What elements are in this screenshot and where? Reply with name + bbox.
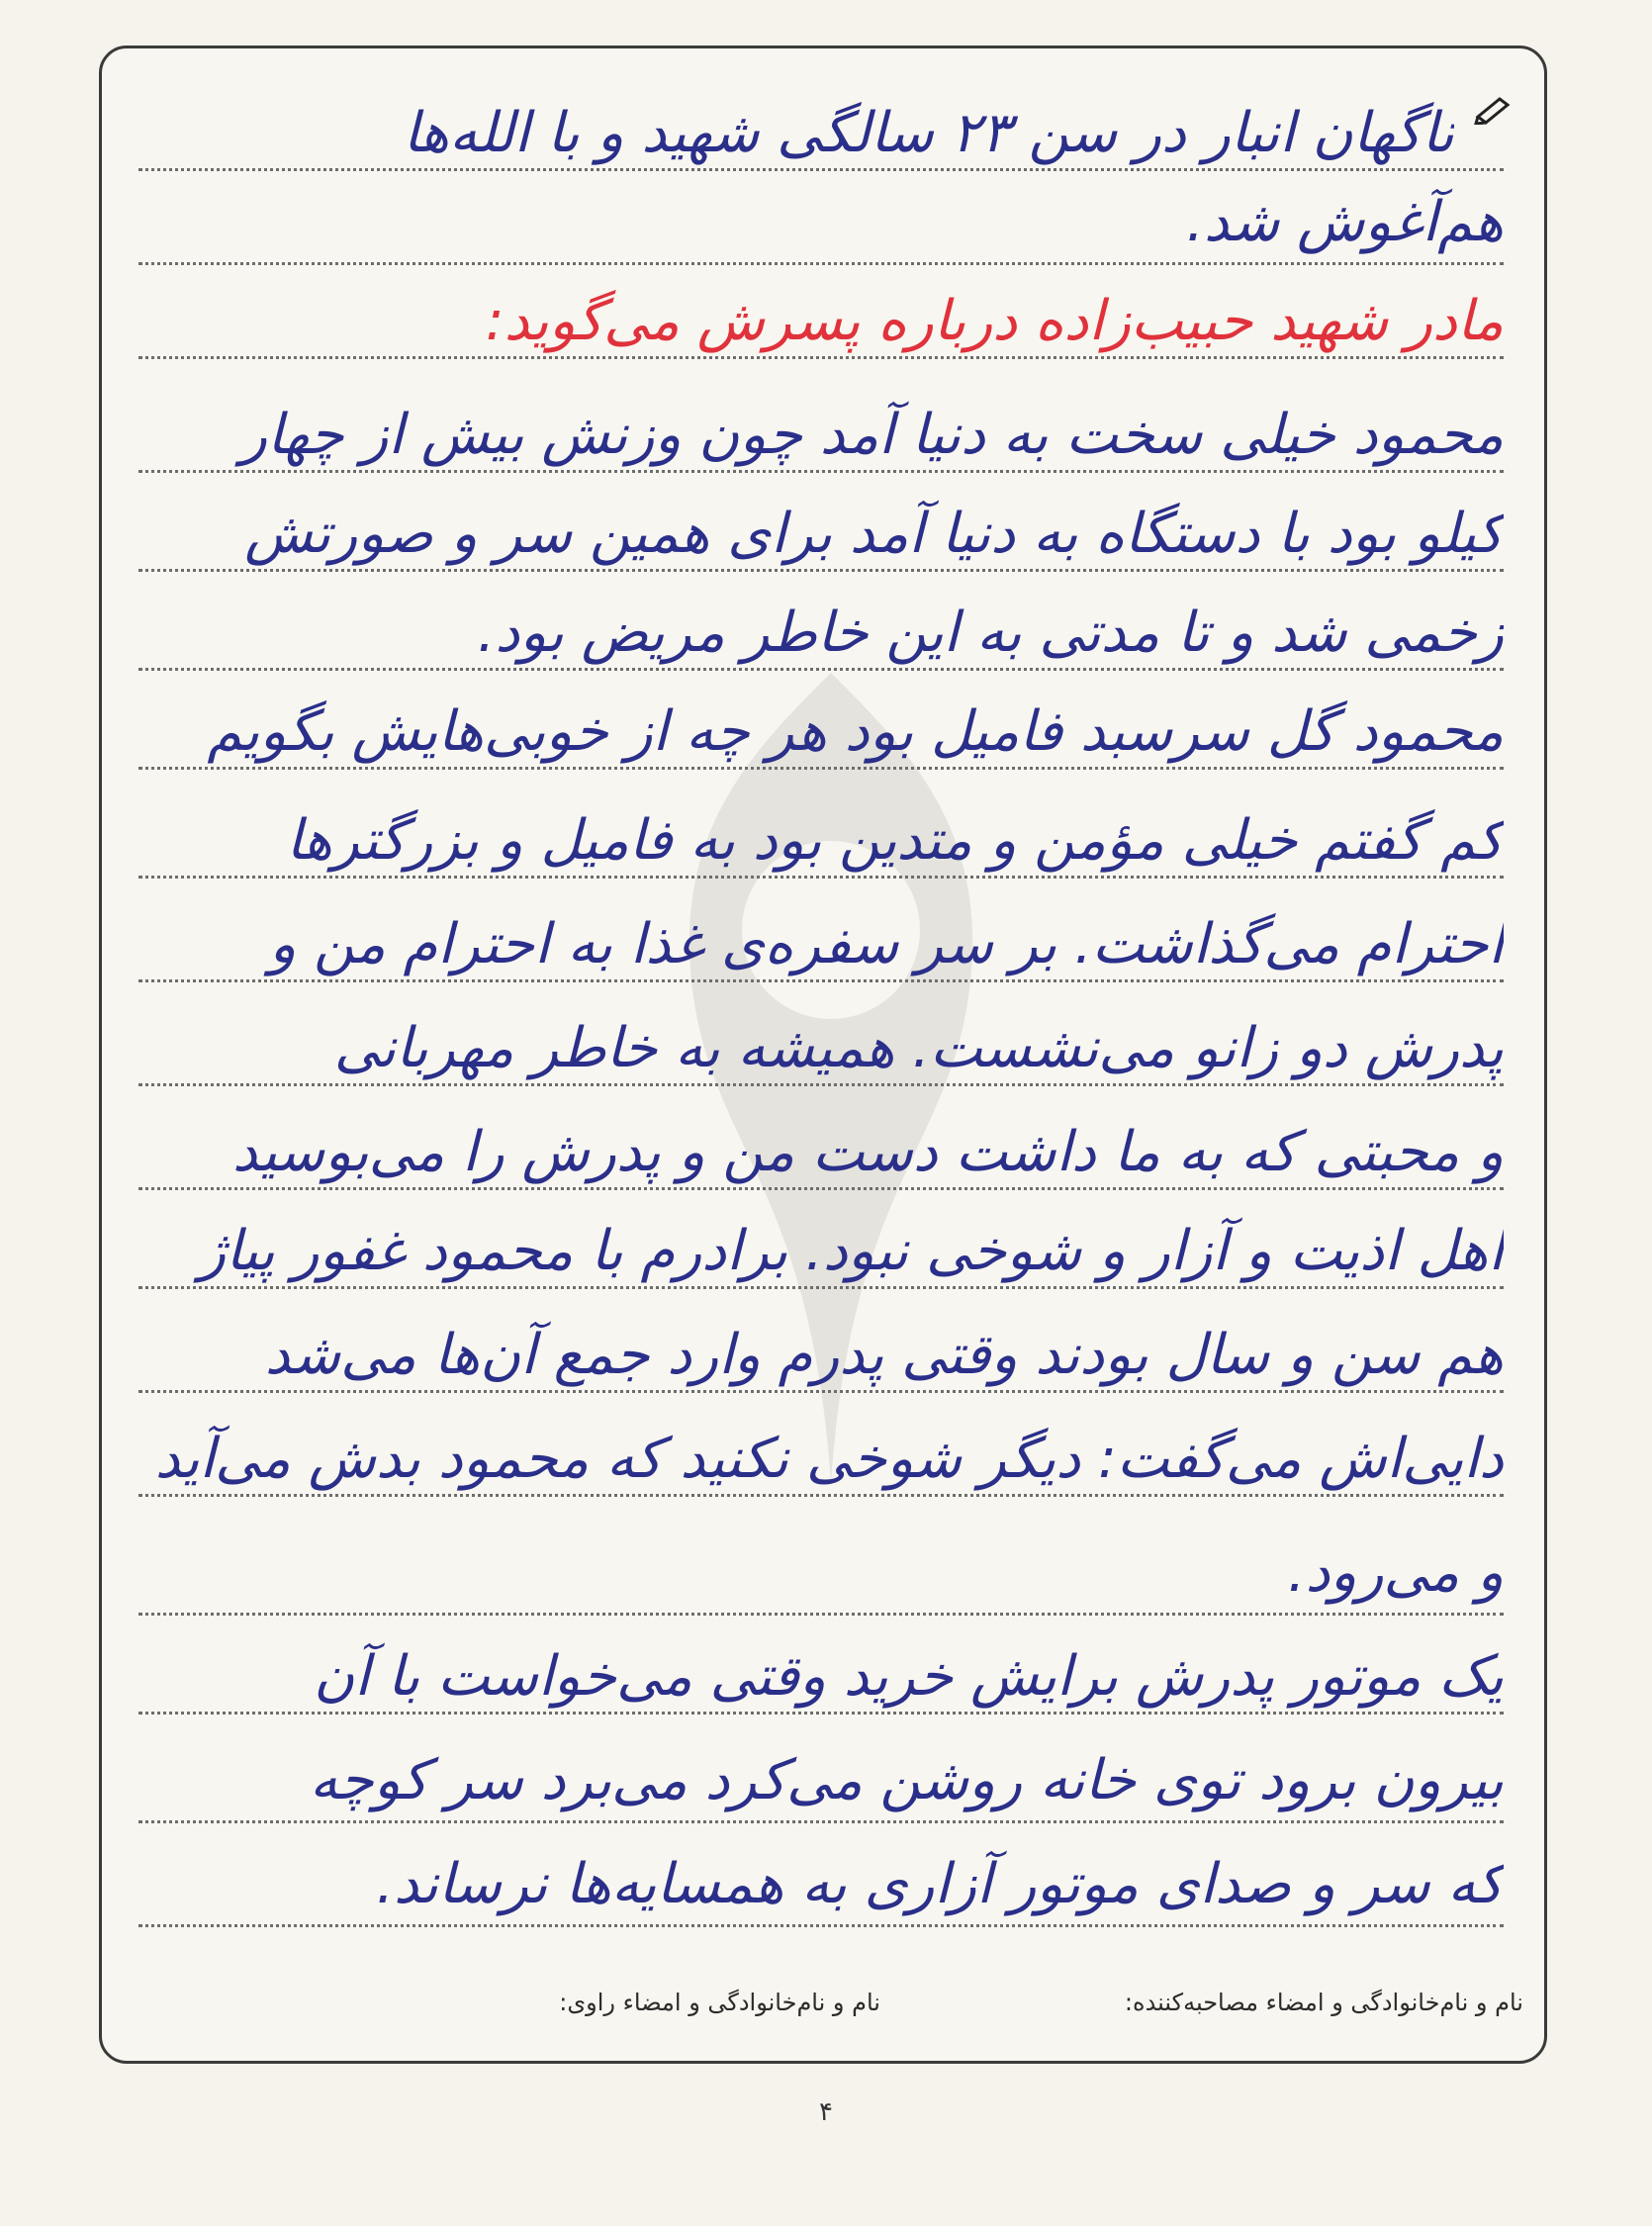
text-line: اهل اذیت و آزار و شوخی نبود. برادرم با محمود غفور پیاژ <box>199 1219 1504 1283</box>
heading-line: مادر شهید حبیب‌زاده درباره پسرش می‌گوید: <box>485 289 1504 353</box>
text-line: هم‌آغوش شد. <box>1186 190 1504 254</box>
text-line: کیلو بود با دستگاه به دنیا آمد برای همین سر و صورتش <box>244 502 1504 566</box>
text-line: هم سن و سال بودند وقتی پدرم وارد جمع آن‌ها می‌شد <box>264 1323 1504 1387</box>
text-line: که سر و صدای موتور آزاری به همسایه‌ها نرساند. <box>376 1852 1504 1916</box>
pen-icon <box>1474 95 1514 125</box>
text-line: محمود خیلی سخت به دنیا آمد چون وزنش بیش از چهار <box>240 403 1504 467</box>
text-line: محمود گل سرسبد فامیل بود هر چه از خوبی‌هایش بگویم <box>207 699 1504 764</box>
text-line: دایی‌اش می‌گفت: دیگر شوخی نکنید که محمود بدش می‌آید <box>154 1427 1504 1491</box>
narrator-signature-label: نام و نام‌خانوادگی و امضاء راوی: <box>559 1989 880 2016</box>
ruled-line <box>138 1820 1504 1823</box>
text-line: و محبتی که به ما داشت دست من و پدرش را می‌بوسید <box>231 1120 1504 1184</box>
ruled-line <box>138 1924 1504 1927</box>
text-line: یک موتور پدرش برایش خرید وقتی می‌خواست با آن <box>314 1644 1504 1709</box>
ruled-line <box>138 262 1504 265</box>
text-line: کم گفتم خیلی مؤمن و متدین بود به فامیل و بزرگترها <box>286 808 1504 873</box>
text-line: پدرش دو زانو می‌نشست. همیشه به خاطر مهربانی <box>333 1016 1504 1080</box>
text-line: بیرون برود توی خانه روشن می‌کرد می‌برد سر کوچه <box>309 1748 1504 1812</box>
text-line: زخمی شد و تا مدتی به این خاطر مریض بود. <box>477 601 1504 665</box>
page-number: ۴ <box>819 2097 833 2127</box>
text-line: ناگهان انبار در سن ۲۳ سالگی شهید و با الله‌ها <box>403 101 1454 165</box>
text-line: احترام می‌گذاشت. بر سر سفره‌ی غذا به احترام من و <box>269 912 1504 976</box>
text-line: و می‌رود. <box>1287 1540 1504 1605</box>
interviewer-signature-label: نام و نام‌خانوادگی و امضاء مصاحبه‌کننده: <box>1124 1989 1523 2016</box>
ruled-line <box>138 1613 1504 1616</box>
